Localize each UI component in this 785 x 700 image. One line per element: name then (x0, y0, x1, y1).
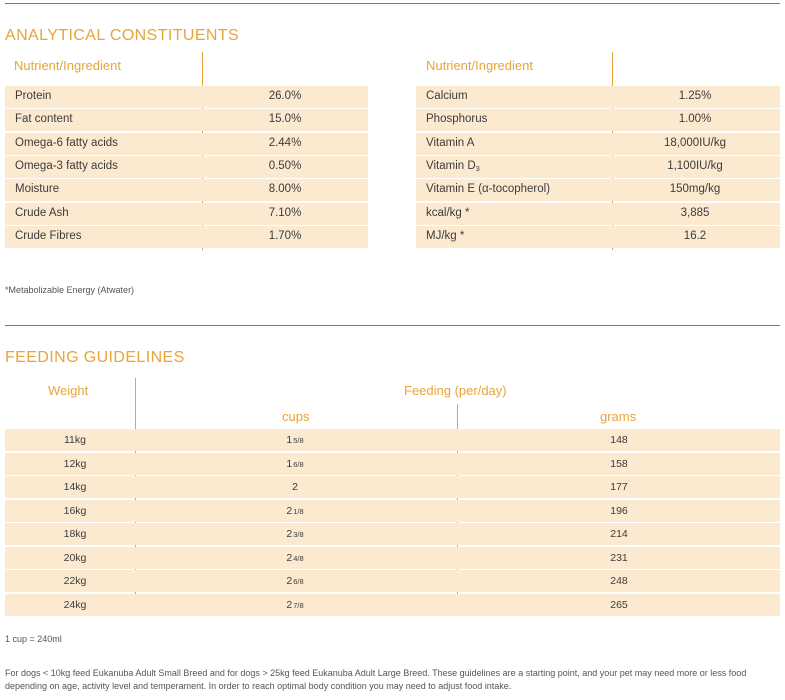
feeding-cups (255, 458, 335, 470)
feeding-weight: 24kg (63, 598, 87, 611)
feeding-cups (255, 575, 335, 587)
nutrient-value: 7.10% (268, 206, 302, 219)
nutrient-value: 1.70% (268, 229, 302, 242)
feeding-grams: 231 (610, 551, 628, 564)
nutrient-row (5, 203, 368, 225)
nutrient-value: 8.00% (268, 183, 302, 196)
feeding-guidelines-title: FEEDING GUIDELINES (5, 349, 185, 366)
feeding-grams: 158 (610, 457, 628, 470)
right-nutrient-header: Nutrient/Ingredient (426, 58, 533, 73)
left-nutrient-header: Nutrient/Ingredient (14, 58, 121, 73)
cups-fraction: 1/8 (293, 506, 304, 516)
feeding-row (5, 547, 780, 569)
nutrient-row (5, 133, 368, 155)
nutrient-row (416, 179, 780, 201)
nutrient-row (5, 156, 368, 178)
nutrient-value: 26.0% (268, 90, 302, 102)
cup-conversion-note: 1 cup = 240ml (5, 634, 62, 644)
feeding-weight: 14kg (63, 481, 87, 493)
feeding-cups (255, 505, 335, 517)
cups-whole: 1 (286, 434, 293, 446)
nutrient-row (416, 109, 780, 131)
nutrient-name: Phosphorus (426, 113, 488, 126)
analytical-constituents-title: ANALYTICAL CONSTITUENTS (5, 27, 240, 44)
nutrient-row (416, 156, 780, 178)
feeding-cups (255, 434, 335, 446)
nutrient-name: MJ/kg * (426, 229, 465, 242)
nutrient-row (416, 86, 780, 108)
grams-header: grams (600, 409, 637, 424)
cups-fraction: 7/8 (293, 600, 304, 610)
nutrient-name: Fat content (15, 113, 73, 126)
cups-whole: 2 (286, 551, 293, 564)
feeding-row (5, 594, 780, 616)
nutrient-row (5, 109, 368, 131)
cups-whole: 1 (286, 457, 293, 470)
nutrient-value: 16.2 (683, 229, 707, 242)
cups-whole: 2 (286, 528, 293, 540)
nutrient-value: 18,000IU/kg (663, 136, 726, 149)
nutrient-value: 0.50% (268, 159, 302, 172)
feeding-grams: 214 (610, 528, 628, 540)
feeding-cups (255, 481, 335, 493)
feeding-grams: 265 (610, 598, 628, 611)
feeding-weight: 18kg (63, 528, 87, 540)
feeding-row (5, 429, 780, 451)
nutrient-name: Omega-3 fatty acids (15, 159, 118, 172)
feeding-grams: 148 (610, 434, 628, 446)
feeding-per-day-header: Feeding (per/day) (404, 383, 507, 398)
feeding-guideline-note: For dogs < 10kg feed Eukanuba Adult Small Breed and for dogs > 25kg feed Eukanuba Adult Large Breed. These guidelines are a starting point, and your pet may need more or less food depending on age, activity level and temperament. In order to reach optimal body condition you may need to adjust food intake. (5, 668, 747, 691)
feeding-weight: 12kg (63, 457, 87, 470)
cups-fraction: 6/8 (293, 577, 304, 586)
nutrient-name: Vitamin $D_3$ (426, 159, 480, 173)
nutrient-row (416, 133, 780, 155)
top-divider (5, 3, 780, 4)
nutrient-value: 3,885 (680, 206, 710, 219)
nutrient-name: Crude Fibres (15, 229, 82, 242)
nutrient-name: Vitamin E (α-tocopherol) (426, 183, 551, 196)
nutrient-value: 1,100IU/kg (667, 159, 723, 172)
nutrient-value: 1.00% (678, 113, 712, 126)
feeding-cups (255, 528, 335, 540)
feeding-weight: 22kg (63, 575, 87, 587)
cups-whole: 2 (286, 504, 293, 517)
cups-fraction: 6/8 (293, 459, 304, 469)
nutrient-value: 150mg/kg (669, 183, 721, 196)
nutrient-row (5, 179, 368, 201)
nutrient-value: 1.25% (678, 90, 712, 102)
feeding-weight: 20kg (63, 551, 87, 564)
cups-header: cups (282, 409, 310, 424)
feeding-row (5, 453, 780, 475)
cups-whole: 2 (286, 575, 293, 587)
feeding-grams: 196 (610, 504, 628, 517)
nutrient-value: 15.0% (268, 113, 302, 126)
nutrient-row (5, 226, 368, 248)
feeding-grams: 248 (610, 575, 628, 587)
nutrient-name: Omega-6 fatty acids (15, 136, 118, 149)
feeding-row (5, 476, 780, 498)
nutrient-name: Protein (15, 90, 52, 102)
feeding-cups (255, 599, 335, 611)
weight-header: Weight (48, 383, 89, 398)
cups-fraction: 5/8 (293, 436, 304, 445)
cups-fraction: 3/8 (293, 530, 304, 539)
feeding-row (5, 570, 780, 592)
feeding-cups (255, 552, 335, 564)
nutrient-name: Crude Ash (15, 206, 69, 219)
feeding-weight: 11kg (64, 434, 86, 446)
nutrient-row (416, 226, 780, 248)
nutrient-name: Moisture (15, 183, 60, 196)
cups-fraction: 4/8 (293, 553, 304, 563)
nutrient-row (416, 203, 780, 225)
nutrient-row (5, 86, 368, 108)
cups-whole: 2 (286, 598, 293, 611)
nutrient-name: Calcium (426, 90, 468, 102)
feeding-row (5, 523, 780, 545)
cups-whole: 2 (292, 481, 298, 493)
feeding-weight: 16kg (63, 504, 87, 517)
metabolizable-energy-footnote: *Metabolizable Energy (Atwater) (5, 285, 135, 295)
feeding-row (5, 500, 780, 522)
nutrient-subscript: 3 (475, 163, 480, 173)
middle-divider (5, 325, 780, 326)
nutrient-name: kcal/kg * (426, 206, 470, 219)
nutrient-value: 2.44% (268, 136, 302, 149)
feeding-grams: 177 (610, 481, 628, 493)
nutrient-name: Vitamin A (426, 136, 475, 149)
